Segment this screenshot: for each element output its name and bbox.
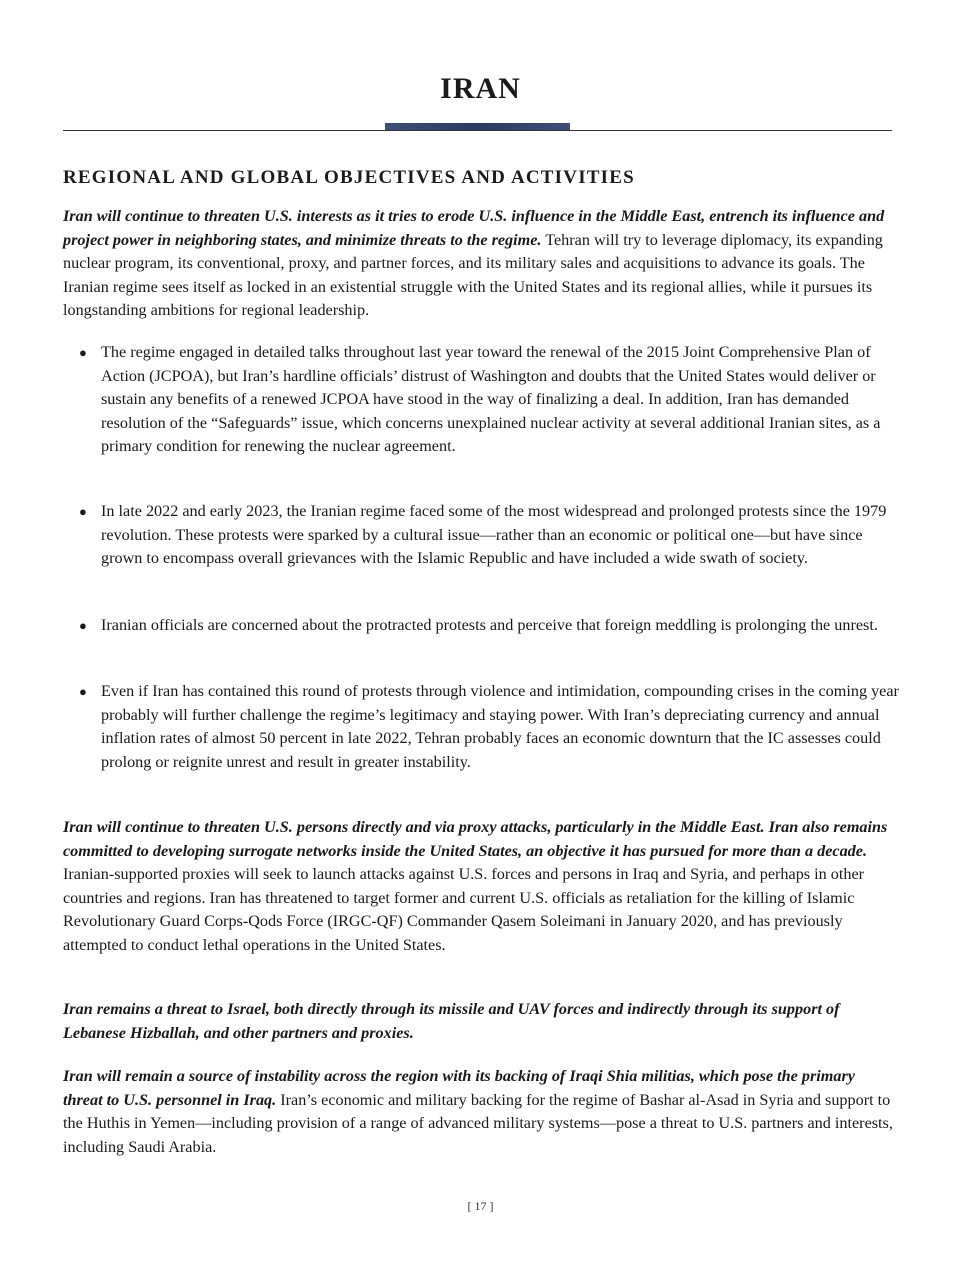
page-number: [ 17 ] [467,1199,494,1213]
bullet-item-1-text: The regime engaged in detailed talks throughout last year toward the renewal of the 2015 Joint Comprehensive Plan of Action (JCPOA), but Iran’s hardline officials’ distrust of Washington and doubts that the United States would deliver or sustain any benefits of a renewed JCPOA have stood in the way of finalizing a deal. In addition, Iran has demanded resolution of the “Safeguards” issue, which concerns unexplained nuclear activity at several additional Iranian sites, as a primary condition for renewing the nuclear agreement. [101,343,881,455]
bullet-item-2-text: In late 2022 and early 2023, the Iranian regime faced some of the most widespread and prolonged protests since the 1979 revolution. These protests were sparked by a cultural issue—rather than an economic or political one—but have since grown to encompass overall grievances with the Islamic Republic and have included a wide swath of society. [101,502,887,567]
bullet-item-3-text: Iranian officials are concerned about the protracted protests and perceive that foreign meddling is prolonging the unrest. [101,616,878,634]
bullet-dot-icon: ● [79,504,87,519]
bullet-dot-icon: ● [79,618,87,633]
bullet-item-3 [63,614,899,638]
paragraph-4-text: Iran’s economic and military backing for the regime of Bashar al-Asad in Syria and support to the Huthis in Yemen—including provision of a range of advanced military systems—pose a threat to U.S. partners and interests, including Saudi Arabia. [63,1090,893,1156]
bullet-dot-icon: ● [79,684,87,699]
paragraph-2 [63,816,896,957]
paragraph-4-lead: Iran will remain a source of instability across the region with its backing of Iraqi Shia militias, which pose the primary threat to U.S. personnel in Iraq. [63,1067,855,1109]
title-divider [63,130,892,131]
paragraph-3 [63,998,896,1045]
page-title: IRAN [440,72,521,105]
bullet-item-4 [63,680,899,774]
paragraph-4 [63,1065,896,1159]
paragraph-2-lead: Iran will continue to threaten U.S. persons directly and via proxy attacks, particularly in the Middle East. Iran also remains committed to developing surrogate networks inside the United States, an objective it has pursued for more than a decade. [63,818,888,860]
paragraph-2-text: Iranian-supported proxies will seek to launch attacks against U.S. forces and persons in Iraq and Syria, and perhaps in other countries and regions. Iran has threatened to target former and current U.S. officials as retaliation for the killing of Islamic Revolutionary Guard Corps-Qods Force (IRGC-QF) Commander Qasem Soleimani in January 2020, and has previously attempted to conduct lethal operations in the United States. [63,865,865,954]
paragraph-1-lead: Iran will continue to threaten U.S. interests as it tries to erode U.S. influence in the Middle East, entrench its influence and project power in neighboring states, and minimize threats to the regime. [63,207,885,249]
paragraph-3-lead: Iran remains a threat to Israel, both directly through its missile and UAV forces and indirectly through its support of Lebanese Hizballah, and other partners and proxies. [63,1000,840,1042]
title-divider-accent [385,123,570,130]
bullet-item-1 [63,341,899,459]
bullet-item-4-text: Even if Iran has contained this round of protests through violence and intimidation, compounding crises in the coming year probably will further challenge the regime’s legitimacy and staying power. With Iran’s depreciating currency and annual inflation rates of almost 50 percent in late 2022, Tehran probably faces an economic downturn that the IC assesses could prolong or reignite unrest and result in greater instability. [101,682,899,771]
bullet-item-2 [63,500,899,571]
paragraph-1-text: Tehran will try to leverage diplomacy, its expanding nuclear program, its conventional, proxy, and partner forces, and its military sales and acquisitions to advance its goals. The Iranian regime sees itself as locked in an existential struggle with the United States and its regional allies, while it pursues its longstanding ambitions for regional leadership. [63,230,883,319]
section-heading: REGIONAL AND GLOBAL OBJECTIVES AND ACTIVITIES [63,167,635,188]
paragraph-1 [63,205,896,323]
bullet-dot-icon: ● [79,345,87,360]
